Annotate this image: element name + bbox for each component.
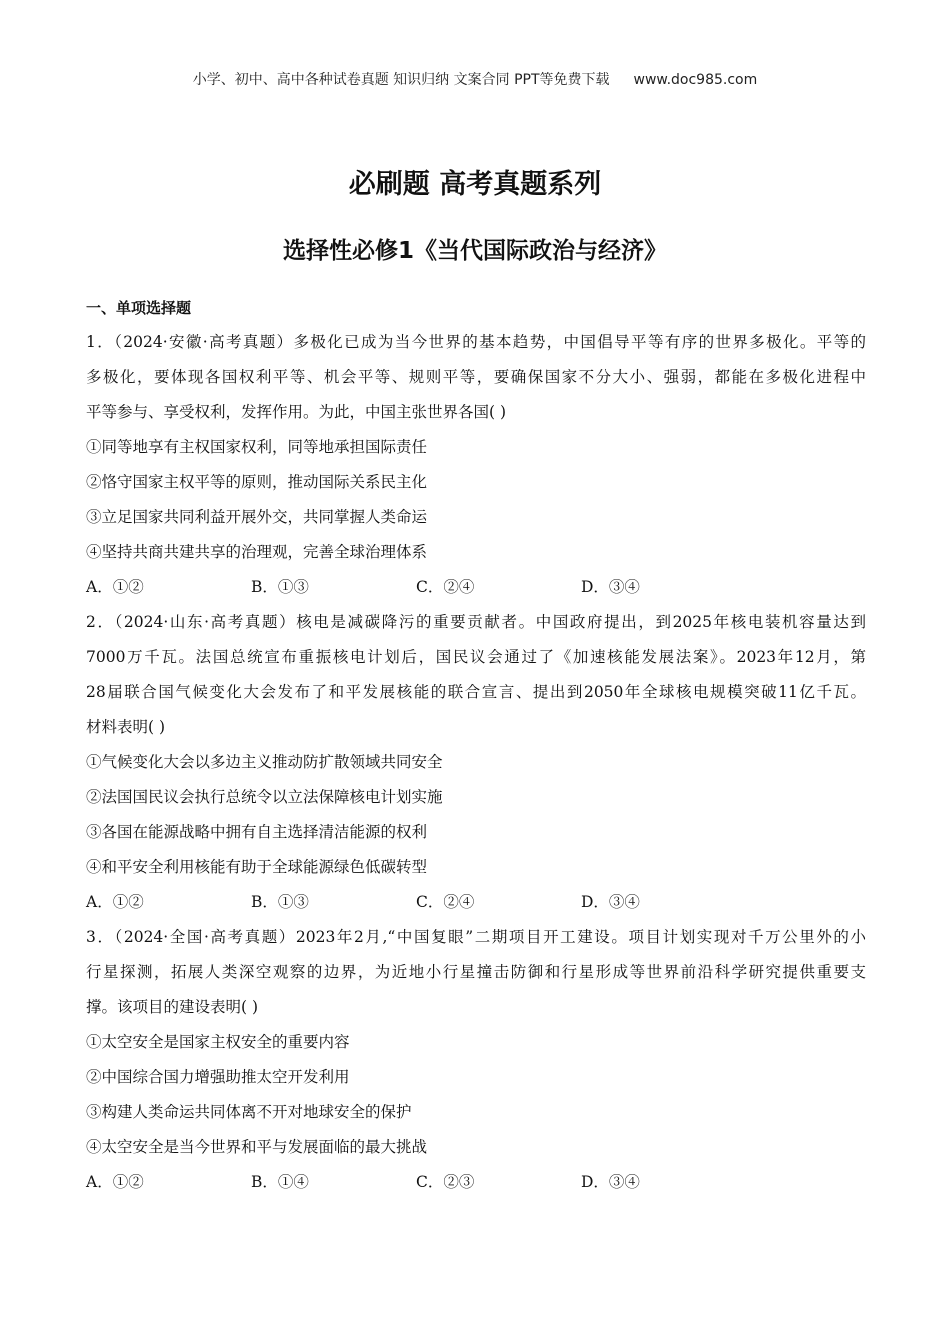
choice-c: C．②④ <box>416 578 475 596</box>
answer-choices <box>86 885 866 920</box>
answer-choices <box>86 570 866 605</box>
question-text-line: 1．（2024·安徽·高考真题）多极化已成为当今世界的基本趋势，中国倡导平等有序的世界多极化。平等的 <box>86 333 866 351</box>
choice-a: A．①② <box>86 578 144 596</box>
statement-option: ②法国国民议会执行总统令以立法保障核电计划实施 <box>86 788 443 806</box>
statement-option: ③立足国家共同利益开展外交，共同掌握人类命运 <box>86 508 428 526</box>
choice-c: C．②④ <box>416 893 475 911</box>
question-1 <box>86 325 866 605</box>
choice-b: B．①③ <box>251 578 309 596</box>
question-text-line: 28届联合国气候变化大会发布了和平发展核能的联合宣言、提出到2050年全球核电规模突破11亿千瓦。 <box>86 683 866 701</box>
question-text-line: 多极化，要体现各国权利平等、机会平等、规则平等，要确保国家不分大小、强弱，都能在多极化进程中 <box>86 368 866 386</box>
statement-option: ①太空安全是国家主权安全的重要内容 <box>86 1033 350 1051</box>
question-content <box>86 295 866 1200</box>
question-text-line: 平等参与、享受权利，发挥作用。为此，中国主张世界各国( ) <box>86 403 507 421</box>
statement-option: ③构建人类命运共同体离不开对地球安全的保护 <box>86 1103 412 1121</box>
question-text-line: 7000万千瓦。法国总统宣布重振核电计划后，国民议会通过了《加速核能发展法案》。2023年12月，第 <box>86 648 866 666</box>
statement-option: ④坚持共商共建共享的治理观，完善全球治理体系 <box>86 543 428 561</box>
document-subtitle: 选择性必修1《当代国际政治与经济》 <box>282 238 667 264</box>
answer-choices <box>86 1165 866 1200</box>
statement-option: ①气候变化大会以多边主义推动防扩散领域共同安全 <box>86 753 443 771</box>
question-text-line: 撑。该项目的建设表明( ) <box>86 998 259 1016</box>
question-text-line: 2．（2024·山东·高考真题）核电是减碳降污的重要贡献者。中国政府提出，到2025年核电装机容量达到 <box>86 613 866 631</box>
statement-option: ②中国综合国力增强助推太空开发利用 <box>86 1068 350 1086</box>
choice-d: D．③④ <box>581 1173 640 1191</box>
statement-option: ③各国在能源战略中拥有自主选择清洁能源的权利 <box>86 823 428 841</box>
statement-option: ④太空安全是当今世界和平与发展面临的最大挑战 <box>86 1138 428 1156</box>
question-text-line: 3．（2024·全国·高考真题）2023年2月,“中国复眼”二期项目开工建设。项目计划实现对千万公里外的小 <box>86 928 866 946</box>
choice-c: C．②③ <box>416 1173 475 1191</box>
document-title: 必刷题 高考真题系列 <box>348 169 602 200</box>
banner-text: 小学、初中、高中各种试卷真题 知识归纳 文案合同 PPT等免费下载 <box>192 72 610 88</box>
question-3 <box>86 920 866 1200</box>
choice-b: B．①④ <box>251 1173 309 1191</box>
choice-a: A．①② <box>86 1173 144 1191</box>
choice-a: A．①② <box>86 893 144 911</box>
question-text-line: 行星探测，拓展人类深空观察的边界，为近地小行星撞击防御和行星形成等世界前沿科学研究提供重要支 <box>86 963 866 981</box>
statement-option: ①同等地享有主权国家权利，同等地承担国际责任 <box>86 438 428 456</box>
choice-d: D．③④ <box>581 578 640 596</box>
question-2 <box>86 605 866 920</box>
question-text-line: 材料表明( ) <box>86 718 166 736</box>
statement-option: ②恪守国家主权平等的原则，推动国际关系民主化 <box>86 473 428 491</box>
statement-option: ④和平安全利用核能有助于全球能源绿色低碳转型 <box>86 858 428 876</box>
top-banner <box>0 69 950 89</box>
choice-b: B．①③ <box>251 893 309 911</box>
section-title: 一、单项选择题 <box>86 299 192 317</box>
banner-site-link[interactable]: www.doc985.com <box>633 72 758 88</box>
choice-d: D．③④ <box>581 893 640 911</box>
